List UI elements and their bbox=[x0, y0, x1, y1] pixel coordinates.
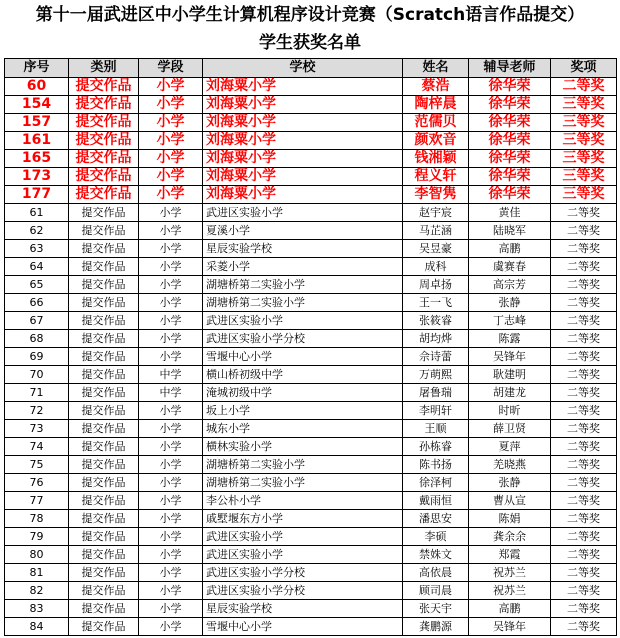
cell-teacher: 夏萍 bbox=[469, 438, 551, 456]
cell-name: 戴雨恒 bbox=[403, 492, 469, 510]
cell-school: 湖塘桥第二实验小学 bbox=[203, 276, 403, 294]
header-category: 类别 bbox=[69, 59, 139, 78]
table-header-row bbox=[5, 59, 617, 78]
cell-name: 蔡浩 bbox=[403, 78, 469, 96]
cell-category: 提交作品 bbox=[69, 276, 139, 294]
cell-teacher: 徐华荣 bbox=[469, 78, 551, 96]
cell-index: 64 bbox=[5, 258, 69, 276]
table-row bbox=[5, 222, 617, 240]
table-row bbox=[5, 528, 617, 546]
highlighted-table-row bbox=[5, 168, 617, 186]
highlighted-table-row bbox=[5, 132, 617, 150]
cell-stage: 小学 bbox=[139, 294, 203, 312]
cell-school: 刘海粟小学 bbox=[203, 132, 403, 150]
cell-teacher: 祝苏兰 bbox=[469, 564, 551, 582]
cell-stage: 小学 bbox=[139, 330, 203, 348]
cell-award: 二等奖 bbox=[551, 384, 617, 402]
cell-category: 提交作品 bbox=[69, 564, 139, 582]
cell-teacher: 徐华荣 bbox=[469, 114, 551, 132]
cell-teacher: 高鹏 bbox=[469, 600, 551, 618]
cell-category: 提交作品 bbox=[69, 402, 139, 420]
highlighted-table-row bbox=[5, 96, 617, 114]
award-table bbox=[4, 58, 617, 636]
cell-award: 二等奖 bbox=[551, 456, 617, 474]
cell-school: 坂上小学 bbox=[203, 402, 403, 420]
cell-school: 刘海粟小学 bbox=[203, 78, 403, 96]
cell-index: 79 bbox=[5, 528, 69, 546]
cell-category: 提交作品 bbox=[69, 546, 139, 564]
cell-school: 湖塘桥第二实验小学 bbox=[203, 474, 403, 492]
cell-category: 提交作品 bbox=[69, 330, 139, 348]
cell-school: 刘海粟小学 bbox=[203, 186, 403, 204]
cell-award: 二等奖 bbox=[551, 582, 617, 600]
table-row bbox=[5, 510, 617, 528]
cell-stage: 小学 bbox=[139, 438, 203, 456]
cell-index: 67 bbox=[5, 312, 69, 330]
cell-category: 提交作品 bbox=[69, 510, 139, 528]
cell-index: 65 bbox=[5, 276, 69, 294]
cell-name: 颜欢音 bbox=[403, 132, 469, 150]
cell-name: 禁姝文 bbox=[403, 546, 469, 564]
cell-award: 二等奖 bbox=[551, 312, 617, 330]
cell-index: 62 bbox=[5, 222, 69, 240]
cell-name: 王一飞 bbox=[403, 294, 469, 312]
cell-school: 雪堰中心小学 bbox=[203, 348, 403, 366]
header-teacher: 辅导老师 bbox=[469, 59, 551, 78]
cell-stage: 小学 bbox=[139, 546, 203, 564]
cell-index: 80 bbox=[5, 546, 69, 564]
cell-index: 66 bbox=[5, 294, 69, 312]
cell-name: 顾司晨 bbox=[403, 582, 469, 600]
table-row bbox=[5, 420, 617, 438]
cell-stage: 小学 bbox=[139, 312, 203, 330]
cell-name: 程义轩 bbox=[403, 168, 469, 186]
cell-teacher: 徐华荣 bbox=[469, 96, 551, 114]
cell-award: 三等奖 bbox=[551, 114, 617, 132]
cell-category: 提交作品 bbox=[69, 420, 139, 438]
cell-award: 二等奖 bbox=[551, 510, 617, 528]
cell-name: 吴昱豪 bbox=[403, 240, 469, 258]
cell-award: 二等奖 bbox=[551, 492, 617, 510]
cell-teacher: 丁志峰 bbox=[469, 312, 551, 330]
table-row bbox=[5, 456, 617, 474]
cell-teacher: 黄佳 bbox=[469, 204, 551, 222]
cell-teacher: 陈娟 bbox=[469, 510, 551, 528]
cell-name: 孙栋睿 bbox=[403, 438, 469, 456]
cell-stage: 小学 bbox=[139, 222, 203, 240]
table-row bbox=[5, 474, 617, 492]
cell-teacher: 徐华荣 bbox=[469, 168, 551, 186]
document-title: 第十一届武进区中小学生计算机程序设计竞赛（Scratch语言作品提交） bbox=[35, 5, 585, 25]
cell-award: 二等奖 bbox=[551, 438, 617, 456]
cell-name: 万萌熙 bbox=[403, 366, 469, 384]
cell-teacher: 陈露 bbox=[469, 330, 551, 348]
cell-teacher: 龚余余 bbox=[469, 528, 551, 546]
cell-index: 82 bbox=[5, 582, 69, 600]
cell-category: 提交作品 bbox=[69, 186, 139, 204]
cell-name: 陈书扬 bbox=[403, 456, 469, 474]
cell-name: 范儒贝 bbox=[403, 114, 469, 132]
cell-teacher: 徐华荣 bbox=[469, 186, 551, 204]
cell-name: 王顺 bbox=[403, 420, 469, 438]
cell-stage: 小学 bbox=[139, 204, 203, 222]
cell-stage: 小学 bbox=[139, 150, 203, 168]
cell-index: 72 bbox=[5, 402, 69, 420]
table-row bbox=[5, 258, 617, 276]
cell-award: 二等奖 bbox=[551, 276, 617, 294]
cell-teacher: 徐华荣 bbox=[469, 132, 551, 150]
table-row bbox=[5, 546, 617, 564]
cell-name: 张筱睿 bbox=[403, 312, 469, 330]
cell-stage: 中学 bbox=[139, 384, 203, 402]
cell-category: 提交作品 bbox=[69, 600, 139, 618]
cell-name: 佘诗蕾 bbox=[403, 348, 469, 366]
cell-name: 龚鹏源 bbox=[403, 618, 469, 636]
cell-index: 177 bbox=[5, 186, 69, 204]
cell-stage: 小学 bbox=[139, 186, 203, 204]
cell-stage: 小学 bbox=[139, 96, 203, 114]
cell-stage: 小学 bbox=[139, 240, 203, 258]
cell-name: 屠鲁瑞 bbox=[403, 384, 469, 402]
cell-category: 提交作品 bbox=[69, 132, 139, 150]
table-row bbox=[5, 240, 617, 258]
cell-teacher: 耿建明 bbox=[469, 366, 551, 384]
cell-school: 星辰实验学校 bbox=[203, 240, 403, 258]
cell-category: 提交作品 bbox=[69, 528, 139, 546]
cell-school: 武进区实验小学 bbox=[203, 204, 403, 222]
table-row bbox=[5, 312, 617, 330]
cell-name: 胡均烨 bbox=[403, 330, 469, 348]
cell-stage: 小学 bbox=[139, 276, 203, 294]
cell-school: 刘海粟小学 bbox=[203, 150, 403, 168]
header-index: 序号 bbox=[5, 59, 69, 78]
cell-teacher: 郑霞 bbox=[469, 546, 551, 564]
cell-category: 提交作品 bbox=[69, 150, 139, 168]
cell-index: 173 bbox=[5, 168, 69, 186]
table-row bbox=[5, 402, 617, 420]
cell-name: 李硕 bbox=[403, 528, 469, 546]
cell-name: 马芷涵 bbox=[403, 222, 469, 240]
cell-award: 二等奖 bbox=[551, 366, 617, 384]
cell-stage: 小学 bbox=[139, 510, 203, 528]
cell-award: 三等奖 bbox=[551, 186, 617, 204]
cell-name: 赵宇宸 bbox=[403, 204, 469, 222]
cell-category: 提交作品 bbox=[69, 168, 139, 186]
cell-index: 75 bbox=[5, 456, 69, 474]
table-row bbox=[5, 438, 617, 456]
cell-teacher: 徐华荣 bbox=[469, 150, 551, 168]
highlighted-table-row bbox=[5, 114, 617, 132]
cell-school: 横山桥初级中学 bbox=[203, 366, 403, 384]
cell-teacher: 张静 bbox=[469, 294, 551, 312]
cell-stage: 小学 bbox=[139, 420, 203, 438]
table-row bbox=[5, 294, 617, 312]
cell-school: 湖塘桥第二实验小学 bbox=[203, 294, 403, 312]
header-stage: 学段 bbox=[139, 59, 203, 78]
cell-school: 武进区实验小学分校 bbox=[203, 564, 403, 582]
cell-name: 周卓扬 bbox=[403, 276, 469, 294]
cell-award: 二等奖 bbox=[551, 564, 617, 582]
table-row bbox=[5, 384, 617, 402]
cell-category: 提交作品 bbox=[69, 78, 139, 96]
cell-stage: 小学 bbox=[139, 132, 203, 150]
cell-stage: 小学 bbox=[139, 348, 203, 366]
header-name: 姓名 bbox=[403, 59, 469, 78]
cell-school: 淹城初级中学 bbox=[203, 384, 403, 402]
cell-award: 三等奖 bbox=[551, 96, 617, 114]
cell-school: 武进区实验小学 bbox=[203, 528, 403, 546]
cell-index: 63 bbox=[5, 240, 69, 258]
cell-award: 二等奖 bbox=[551, 420, 617, 438]
cell-school: 采菱小学 bbox=[203, 258, 403, 276]
cell-school: 星辰实验学校 bbox=[203, 600, 403, 618]
cell-name: 钱湘颖 bbox=[403, 150, 469, 168]
cell-school: 武进区实验小学 bbox=[203, 546, 403, 564]
cell-school: 湖塘桥第二实验小学 bbox=[203, 456, 403, 474]
cell-award: 二等奖 bbox=[551, 222, 617, 240]
cell-stage: 小学 bbox=[139, 492, 203, 510]
cell-stage: 小学 bbox=[139, 78, 203, 96]
header-school: 学校 bbox=[203, 59, 403, 78]
cell-stage: 中学 bbox=[139, 366, 203, 384]
cell-award: 二等奖 bbox=[551, 402, 617, 420]
cell-index: 161 bbox=[5, 132, 69, 150]
table-row bbox=[5, 582, 617, 600]
document-subtitle: 学生获奖名单 bbox=[259, 33, 361, 53]
table-row bbox=[5, 348, 617, 366]
cell-index: 73 bbox=[5, 420, 69, 438]
cell-category: 提交作品 bbox=[69, 312, 139, 330]
cell-category: 提交作品 bbox=[69, 438, 139, 456]
cell-category: 提交作品 bbox=[69, 96, 139, 114]
cell-award: 二等奖 bbox=[551, 618, 617, 636]
cell-school: 刘海粟小学 bbox=[203, 168, 403, 186]
header-award: 奖项 bbox=[551, 59, 617, 78]
cell-award: 二等奖 bbox=[551, 78, 617, 96]
cell-stage: 小学 bbox=[139, 168, 203, 186]
table-row bbox=[5, 366, 617, 384]
cell-stage: 小学 bbox=[139, 114, 203, 132]
cell-category: 提交作品 bbox=[69, 204, 139, 222]
cell-award: 二等奖 bbox=[551, 240, 617, 258]
cell-teacher: 祝苏兰 bbox=[469, 582, 551, 600]
cell-index: 68 bbox=[5, 330, 69, 348]
cell-name: 徐泽柯 bbox=[403, 474, 469, 492]
highlighted-table-row bbox=[5, 78, 617, 96]
cell-school: 武进区实验小学 bbox=[203, 312, 403, 330]
cell-index: 165 bbox=[5, 150, 69, 168]
cell-index: 69 bbox=[5, 348, 69, 366]
cell-stage: 小学 bbox=[139, 402, 203, 420]
cell-stage: 小学 bbox=[139, 600, 203, 618]
cell-name: 高依晨 bbox=[403, 564, 469, 582]
cell-teacher: 陆晓军 bbox=[469, 222, 551, 240]
cell-school: 雪堰中心小学 bbox=[203, 618, 403, 636]
cell-school: 横林实验小学 bbox=[203, 438, 403, 456]
cell-award: 二等奖 bbox=[551, 294, 617, 312]
cell-school: 刘海粟小学 bbox=[203, 96, 403, 114]
cell-index: 157 bbox=[5, 114, 69, 132]
cell-award: 三等奖 bbox=[551, 168, 617, 186]
cell-category: 提交作品 bbox=[69, 294, 139, 312]
table-row bbox=[5, 492, 617, 510]
cell-award: 三等奖 bbox=[551, 132, 617, 150]
cell-index: 60 bbox=[5, 78, 69, 96]
cell-teacher: 吴锋年 bbox=[469, 618, 551, 636]
cell-school: 武进区实验小学分校 bbox=[203, 582, 403, 600]
cell-category: 提交作品 bbox=[69, 222, 139, 240]
highlighted-table-row bbox=[5, 186, 617, 204]
cell-category: 提交作品 bbox=[69, 348, 139, 366]
cell-index: 71 bbox=[5, 384, 69, 402]
cell-award: 二等奖 bbox=[551, 330, 617, 348]
cell-category: 提交作品 bbox=[69, 240, 139, 258]
cell-index: 70 bbox=[5, 366, 69, 384]
cell-school: 城东小学 bbox=[203, 420, 403, 438]
cell-category: 提交作品 bbox=[69, 114, 139, 132]
cell-award: 二等奖 bbox=[551, 258, 617, 276]
cell-category: 提交作品 bbox=[69, 618, 139, 636]
cell-name: 陶梓晨 bbox=[403, 96, 469, 114]
cell-name: 李智隽 bbox=[403, 186, 469, 204]
cell-category: 提交作品 bbox=[69, 456, 139, 474]
highlighted-table-row bbox=[5, 150, 617, 168]
cell-teacher: 时昕 bbox=[469, 402, 551, 420]
cell-teacher: 胡建龙 bbox=[469, 384, 551, 402]
cell-index: 81 bbox=[5, 564, 69, 582]
cell-award: 二等奖 bbox=[551, 348, 617, 366]
cell-stage: 小学 bbox=[139, 528, 203, 546]
cell-teacher: 高宗芳 bbox=[469, 276, 551, 294]
cell-index: 154 bbox=[5, 96, 69, 114]
cell-name: 李明轩 bbox=[403, 402, 469, 420]
cell-name: 成科 bbox=[403, 258, 469, 276]
cell-school: 刘海粟小学 bbox=[203, 114, 403, 132]
cell-index: 74 bbox=[5, 438, 69, 456]
table-row bbox=[5, 204, 617, 222]
cell-award: 二等奖 bbox=[551, 600, 617, 618]
cell-teacher: 曹从宣 bbox=[469, 492, 551, 510]
cell-award: 二等奖 bbox=[551, 546, 617, 564]
cell-teacher: 吴锋年 bbox=[469, 348, 551, 366]
cell-stage: 小学 bbox=[139, 456, 203, 474]
cell-award: 二等奖 bbox=[551, 528, 617, 546]
cell-category: 提交作品 bbox=[69, 366, 139, 384]
cell-teacher: 虞赛春 bbox=[469, 258, 551, 276]
table-row bbox=[5, 564, 617, 582]
cell-category: 提交作品 bbox=[69, 474, 139, 492]
cell-teacher: 羌晓燕 bbox=[469, 456, 551, 474]
cell-category: 提交作品 bbox=[69, 492, 139, 510]
cell-award: 三等奖 bbox=[551, 150, 617, 168]
cell-stage: 小学 bbox=[139, 564, 203, 582]
cell-name: 张天宇 bbox=[403, 600, 469, 618]
cell-school: 夏溪小学 bbox=[203, 222, 403, 240]
cell-index: 77 bbox=[5, 492, 69, 510]
cell-stage: 小学 bbox=[139, 258, 203, 276]
cell-index: 84 bbox=[5, 618, 69, 636]
cell-school: 李公朴小学 bbox=[203, 492, 403, 510]
cell-index: 83 bbox=[5, 600, 69, 618]
cell-school: 武进区实验小学分校 bbox=[203, 330, 403, 348]
cell-award: 二等奖 bbox=[551, 474, 617, 492]
cell-category: 提交作品 bbox=[69, 258, 139, 276]
cell-category: 提交作品 bbox=[69, 582, 139, 600]
cell-teacher: 高鹏 bbox=[469, 240, 551, 258]
cell-stage: 小学 bbox=[139, 618, 203, 636]
cell-stage: 小学 bbox=[139, 582, 203, 600]
cell-teacher: 薛卫贤 bbox=[469, 420, 551, 438]
cell-category: 提交作品 bbox=[69, 384, 139, 402]
cell-index: 76 bbox=[5, 474, 69, 492]
cell-name: 潘思安 bbox=[403, 510, 469, 528]
cell-index: 78 bbox=[5, 510, 69, 528]
cell-award: 二等奖 bbox=[551, 204, 617, 222]
table-row bbox=[5, 618, 617, 636]
table-row bbox=[5, 600, 617, 618]
cell-teacher: 张静 bbox=[469, 474, 551, 492]
cell-index: 61 bbox=[5, 204, 69, 222]
table-row bbox=[5, 276, 617, 294]
cell-school: 戚墅堰东方小学 bbox=[203, 510, 403, 528]
table-row bbox=[5, 330, 617, 348]
cell-stage: 小学 bbox=[139, 474, 203, 492]
